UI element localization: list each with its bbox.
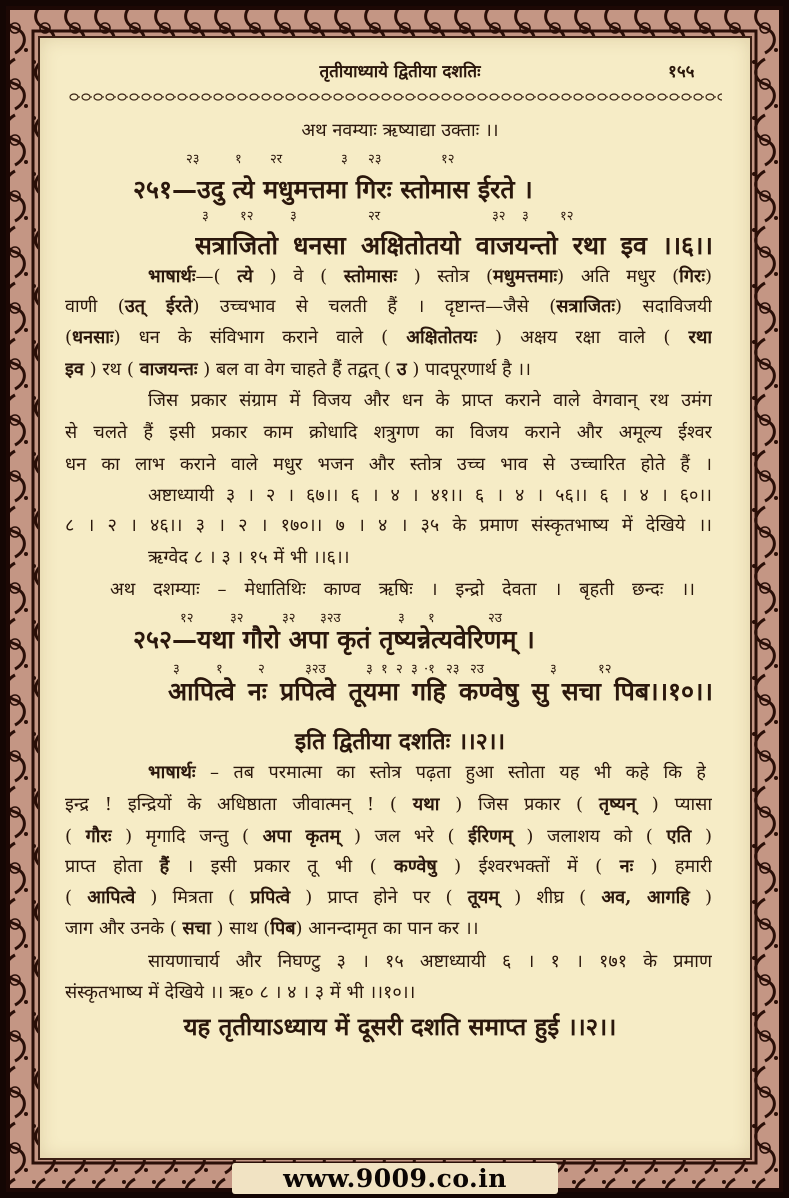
section-closing: इति द्वितीया दशतिः ।।२।। (294, 728, 506, 755)
gloss-term: त्ये (237, 266, 253, 287)
gloss-term: आपित्वे (87, 887, 136, 908)
page-number: १५५ (668, 62, 695, 82)
accent-mark: १ (235, 152, 242, 167)
gloss-term: गौरः (85, 826, 112, 847)
accent-mark: ३२ (492, 209, 506, 224)
accent-mark: १ (216, 662, 223, 677)
accent-mark: ३ (522, 209, 529, 224)
text-segment: ) (689, 887, 712, 908)
meaning-252-line-4 (65, 852, 712, 882)
accent-mark: २ (396, 662, 403, 677)
accent-mark: ३२उ (305, 662, 326, 677)
accent-mark: ३२उ (320, 611, 341, 626)
gloss-term: तृष्यन् (598, 794, 636, 815)
accent-mark: ३ (398, 611, 405, 626)
text-segment: ) ईश्वरभक्तों में ( (436, 856, 620, 877)
text-segment: ऋग्वेद ८ । ३ । १५ में भी ।।६।। (148, 547, 350, 568)
gloss-term: सचा (182, 918, 211, 939)
meaning-251-line-2 (65, 292, 712, 322)
text-segment: ) वे ( (252, 266, 344, 287)
reference-line-1 (148, 481, 712, 511)
meaning-251-line-4 (65, 355, 712, 385)
accent-mark: ३२ (282, 611, 296, 626)
gloss-term: भाषार्थः (148, 762, 196, 783)
meaning-252-line-5 (65, 883, 712, 913)
text-segment: ) पादपूरणार्थ है ।। (406, 359, 531, 380)
accent-mark: ·१ (424, 662, 435, 677)
rigveda-reference (148, 543, 712, 573)
text-segment: ) बल वा वेग चाहते हैं तद्वत् ( (197, 359, 397, 380)
text-segment: ) आनन्दामृत का पान कर ।। (295, 918, 479, 939)
accent-mark: ३२ (230, 611, 244, 626)
sources-line-1 (148, 947, 712, 977)
explanation-line-1 (148, 386, 712, 416)
accent-mark: २र (368, 209, 381, 224)
gloss-term: उ (396, 359, 407, 380)
meaning-251-line-3 (65, 323, 712, 353)
text-segment: – तब परमात्मा का स्तोत्र पढ़ता हुआ स्तोता यह भी कहे कि हे (195, 762, 706, 783)
gloss-term: कण्वेषु (394, 856, 437, 877)
explanation-line-3 (65, 450, 712, 480)
mantra-252-line-1: २५२—यथा गौरो अपा कृतं तृष्यन्नेत्यवेरिणम् । (133, 625, 535, 654)
accent-mark: ३ (550, 662, 557, 677)
text-segment: ( (65, 826, 86, 847)
text-segment: संस्कृतभाष्य में देखिये ।। ऋ० ८ । ४ । ३ में भी ।।१०।। (65, 982, 416, 1003)
header-chain-rule (68, 91, 722, 103)
text-segment: ) धन के संविभाग कराने वाले ( (113, 327, 407, 348)
website-watermark: www.9009.co.in (232, 1163, 558, 1194)
text-segment: ) स्तोत्र ( (396, 266, 494, 287)
accent-mark: ३ (411, 662, 418, 677)
accent-mark: १ (381, 662, 388, 677)
text-segment: ८ । २ । ४६।। ३ । २ । १७०।। ७ । ४ । ३५ के प्रमाण संस्कृतभाष्य में देखिये ।। (65, 515, 712, 536)
running-header-title: तृतीयाध्याये द्वितीया दशतिः (319, 62, 481, 82)
accent-mark: २र (270, 152, 283, 167)
gloss-term: प्रपित्वे (250, 887, 291, 908)
gloss-term: हैं (159, 856, 170, 877)
gloss-term: एति (666, 826, 692, 847)
accent-mark: १ (428, 611, 435, 626)
text-segment: ( (65, 887, 88, 908)
gloss-term: मधुमत्तमाः (493, 266, 558, 287)
accent-mark: २३ (368, 152, 382, 167)
text-segment: प्राप्त होता (65, 856, 160, 877)
text-segment: इन्द्र ! इन्द्रियों के अधिष्ठाता जीवात्मन् ! ( (65, 794, 413, 815)
text-segment: वाणी ( (65, 296, 125, 317)
accent-mark: २उ (470, 662, 484, 677)
gloss-term: ईरिणम् (468, 826, 513, 847)
text-segment: ) मित्रता ( (135, 887, 251, 908)
gloss-term: स्तोमासः (343, 266, 397, 287)
text-segment: ) अति मधुर ( (557, 266, 680, 287)
meaning-251-line-1 (148, 262, 712, 292)
accent-mark: ३ (366, 662, 373, 677)
accent-mark: १२ (240, 209, 254, 224)
accent-mark: १२ (441, 152, 455, 167)
explanation-line-2 (65, 418, 712, 448)
gloss-term: यथा (412, 794, 440, 815)
accent-mark: ३ (202, 209, 209, 224)
text-segment: अथ दशम्याः – मेधातिथिः काण्व ऋषिः । इन्द्रो देवता । बृहती छन्दः ।। (110, 579, 695, 600)
accent-mark: २३ (446, 662, 460, 677)
gloss-term: तूयम् (467, 887, 500, 908)
gloss-term: धनसाः (72, 327, 114, 348)
reference-line-2 (65, 511, 712, 541)
accent-mark: २उ (488, 611, 502, 626)
gloss-term: इव (65, 359, 84, 380)
gloss-term: अपा कृतम् (262, 826, 341, 847)
text-segment: ( (65, 327, 73, 348)
meaning-252-line-1 (148, 758, 706, 788)
text-segment: ) साथ ( (210, 918, 271, 939)
accent-mark: ३ (341, 152, 348, 167)
text-segment: ) शीघ्र ( (499, 887, 602, 908)
mantra-251-line-2: सत्राजितो धनसा अक्षितोतयो वाजयन्तो रथा इव ।।६।। (195, 231, 713, 260)
accent-mark: १२ (598, 662, 612, 677)
accent-mark: १२ (560, 209, 574, 224)
text-segment: जिस प्रकार संग्राम में विजय और धन के प्राप्त कराने वाले वेगवान् रथ उमंग (148, 390, 712, 411)
text-segment: जाग और उनके ( (65, 918, 183, 939)
meaning-252-line-6 (65, 914, 712, 944)
text-segment: ) प्राप्त होने पर ( (290, 887, 468, 908)
text-segment: ) जिस प्रकार ( (439, 794, 599, 815)
text-segment: ) प्यासा (635, 794, 712, 815)
gloss-term: सत्राजितः (556, 296, 615, 317)
gloss-term: अक्षितोतयः (406, 327, 477, 348)
chapter-section-end: यह तृतीयाऽध्याय में दूसरी दशति समाप्त हुई ।।२।। (183, 1012, 617, 1041)
text-segment: ) सदाविजयी (614, 296, 712, 317)
meaning-252-line-3 (65, 822, 712, 852)
gloss-term: भाषार्थः (148, 266, 196, 287)
text-segment: से चलते हैं इसी प्रकार काम क्रोधादि शत्रुगण का विजय कराने और अमूल्य ईश्वर (65, 422, 712, 443)
section-intro-ninth: अथ नवम्याः ऋष्याद्या उक्ताः ।। (301, 120, 499, 141)
section-intro-tenth (110, 575, 695, 605)
accent-mark: ३ (173, 662, 180, 677)
meaning-252-line-2 (65, 790, 712, 820)
text-segment: ) अक्षय रक्षा वाले ( (476, 327, 689, 348)
accent-mark: २ (258, 662, 265, 677)
text-segment: धन का लाभ कराने वाले मधुर भजन और स्तोत्र उच्च भाव से उच्चारित होते हैं । (65, 454, 712, 475)
text-segment: अष्टाध्यायी ३ । २ । ६७।। ६ । ४ । ४१।। ६ । ४ । ५६।। ६ । ४ । ६०।। (148, 485, 712, 506)
accent-mark: १२ (180, 611, 194, 626)
gloss-term: नः (619, 856, 634, 877)
accent-mark: २३ (186, 152, 200, 167)
text-segment: ) उच्चभाव से चलती हैं । दृष्टान्त—जैसे ( (192, 296, 557, 317)
text-segment: ) हमारी (633, 856, 712, 877)
text-segment: ) मृगादि जन्तु ( (111, 826, 263, 847)
sources-line-2 (65, 978, 712, 1008)
text-segment: ) जलाशय को ( (512, 826, 667, 847)
gloss-term: रथा (688, 327, 712, 348)
mantra-251-line-1: २५१—उदु त्ये मधुमत्तमा गिरः स्तोमास ईरते । (133, 175, 533, 204)
text-segment: —( (195, 266, 238, 287)
text-segment: ) (704, 266, 712, 287)
gloss-term: वाजयन्तः (139, 359, 198, 380)
text-segment: ) (691, 826, 712, 847)
gloss-term: गिरः (679, 266, 705, 287)
gloss-term: अव, आगहि (601, 887, 690, 908)
text-segment: ) जल भरे ( (340, 826, 469, 847)
gloss-term: उत् ईरते (124, 296, 193, 317)
mantra-252-line-2: आपित्वे नः प्रपित्वे तूयमा गहि कण्वेषु सु सचा पिब।।१०।। (168, 677, 713, 706)
text-segment: सायणाचार्य और निघण्टु ३ । १५ अष्टाध्यायी ६ । १ । १७१ के प्रमाण (148, 951, 712, 972)
accent-mark: ३ (290, 209, 297, 224)
text-segment: ) रथ ( (83, 359, 140, 380)
gloss-term: पिब (270, 918, 296, 939)
text-segment: । इसी प्रकार तू भी ( (169, 856, 394, 877)
